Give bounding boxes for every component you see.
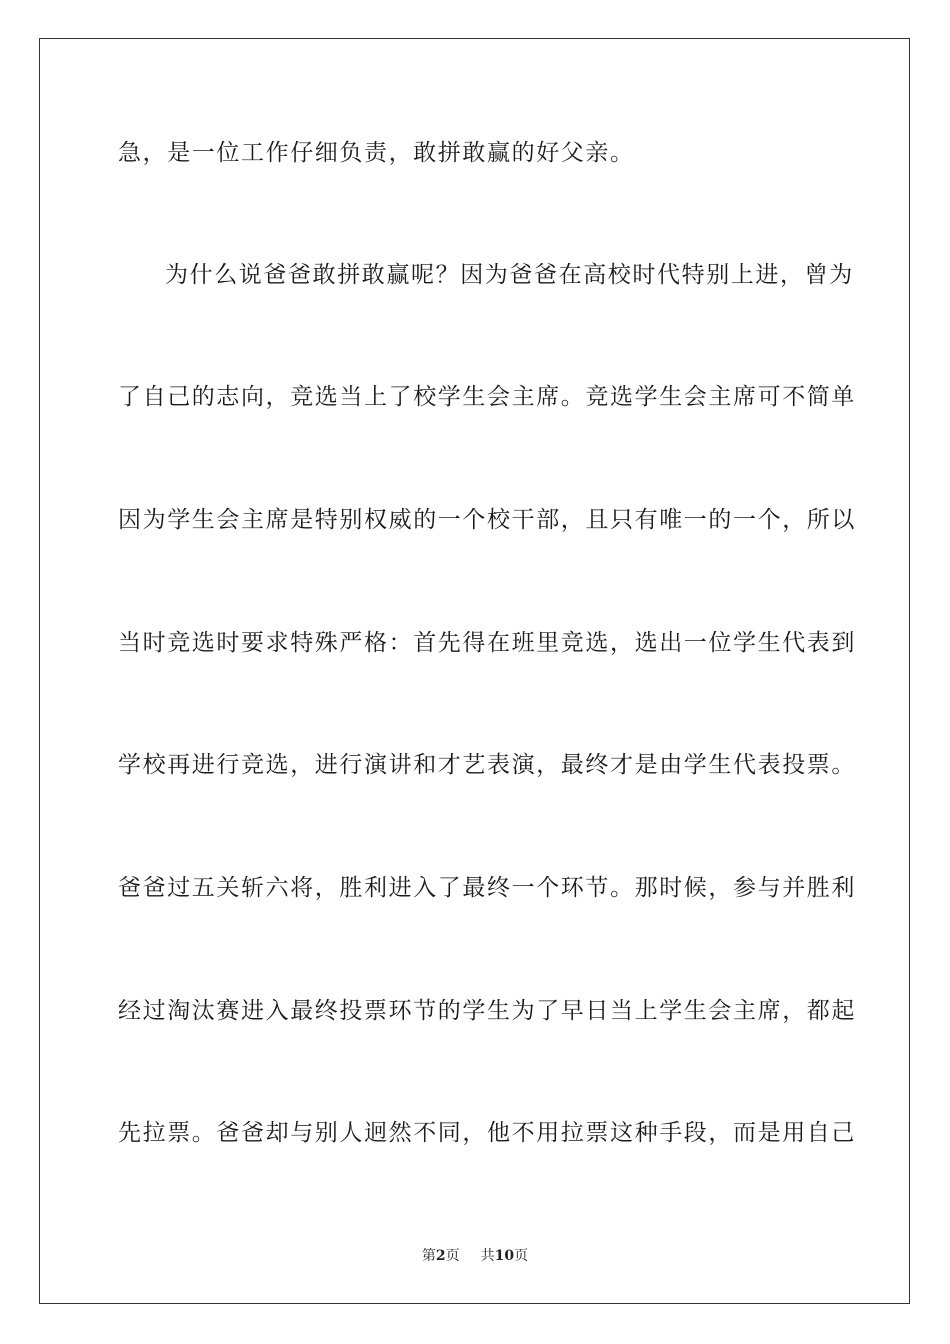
page-number: 2 <box>435 1248 446 1264</box>
text-line: 当时竞选时要求特殊严格：首先得在班里竞选，选出一位学生代表到 <box>118 630 856 656</box>
text-line: 先拉票。爸爸却与别人迥然不同，他不用拉票这种手段，而是用自己 <box>118 1120 856 1146</box>
page-footer <box>0 1247 950 1265</box>
text-line: 学校再进行竞选，进行演讲和才艺表演，最终才是由学生代表投票。 <box>118 752 856 778</box>
text-line: 急，是一位工作仔细负责，敢拼敢赢的好父亲。 <box>118 140 635 166</box>
total-prefix: 共 <box>480 1248 495 1264</box>
text-line-paragraph-start: 为什么说爸爸敢拼敢赢呢？因为爸爸在高校时代特别上进，曾为 <box>165 262 854 288</box>
page-border <box>39 38 910 1304</box>
text-line: 爸爸过五关斩六将，胜利进入了最终一个环节。那时候，参与并胜利 <box>118 875 856 901</box>
page-suffix: 页 <box>445 1248 460 1264</box>
page-prefix: 第 <box>421 1248 436 1264</box>
total-pages: 10 <box>494 1248 515 1264</box>
total-pages-indicator <box>481 1247 528 1265</box>
text-line: 因为学生会主席是特别权威的一个校干部，且只有唯一的一个，所以 <box>118 507 856 533</box>
text-line: 了自己的志向，竞选当上了校学生会主席。竞选学生会主席可不简单 <box>118 384 856 410</box>
page-indicator <box>422 1247 460 1265</box>
text-line: 经过淘汰赛进入最终投票环节的学生为了早日当上学生会主席，都起 <box>118 998 856 1024</box>
total-suffix: 页 <box>514 1248 529 1264</box>
